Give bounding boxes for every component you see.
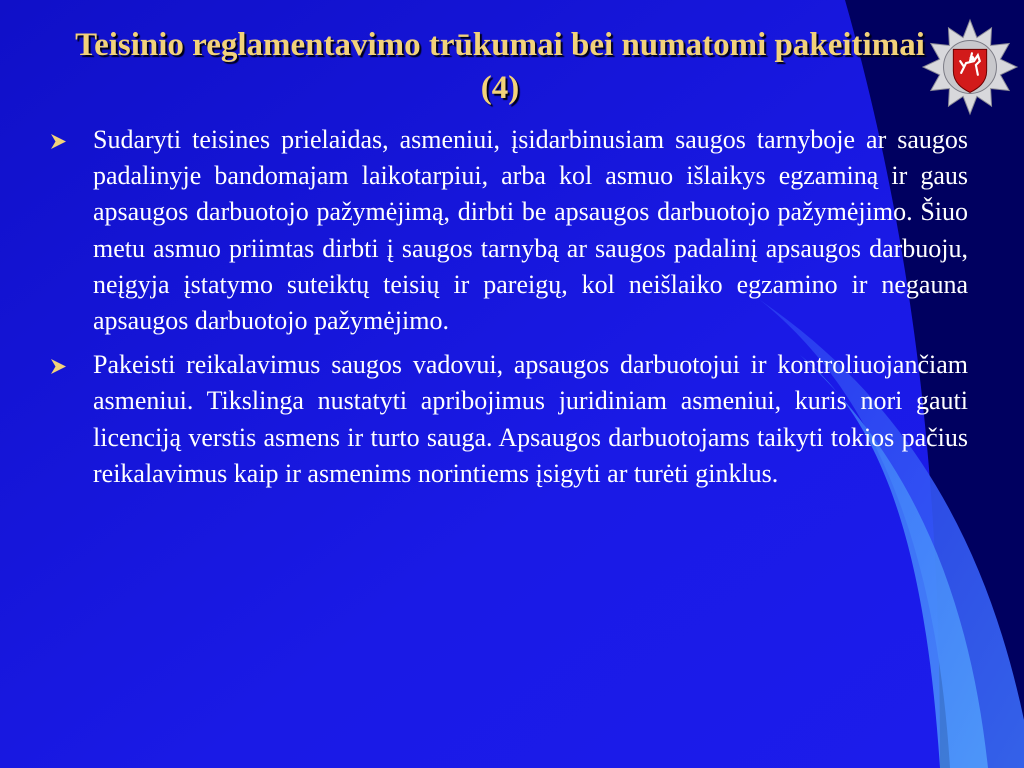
bullet-item-2 (50, 347, 968, 492)
arrowhead-bullet-icon (50, 358, 67, 375)
arrowhead-bullet-icon (50, 133, 67, 150)
police-star-emblem-icon (921, 18, 1019, 116)
bullet-text: Sudaryti teisines prielaidas, asmeniui, įsidarbinusiam saugos tarnyboje ar saugos padalinyje bandomajam laikotarpiui, arba kol asmuo išlaikys egzaminą ir gaus apsaugos darbuotojo pažymėjimą, dirbti be apsaugos darbuotojo pažymėjimo. Šiuo metu asmuo priimtas dirbti į saugos tarnybą ar saugos padalinį apsaugos darbuoju, neįgyja įstatymo suteiktų teisių ir pareigų, kol neišlaiko egzamino ir negauna apsaugos darbuotojo pažymėjimo. (93, 125, 968, 336)
slide-title: Teisinio reglamentavimo trūkumai bei numatomi pakeitimai (4) (75, 27, 925, 106)
bullet-list (50, 122, 968, 500)
bullet-item-1 (50, 122, 968, 339)
bullet-text: Pakeisti reikalavimus saugos vadovui, apsaugos darbuotojui ir kontroliuojančiam asmeniui. Tikslinga nustatyti apribojimus juridiniam asmeniui, kuris nori gauti licenciją verstis asmens ir turto sauga. Apsaugos darbuotojams taikyti tokios pačius reikalavimus kaip ir asmenims norintiems įsigyti ar turėti ginklus. (93, 350, 968, 488)
